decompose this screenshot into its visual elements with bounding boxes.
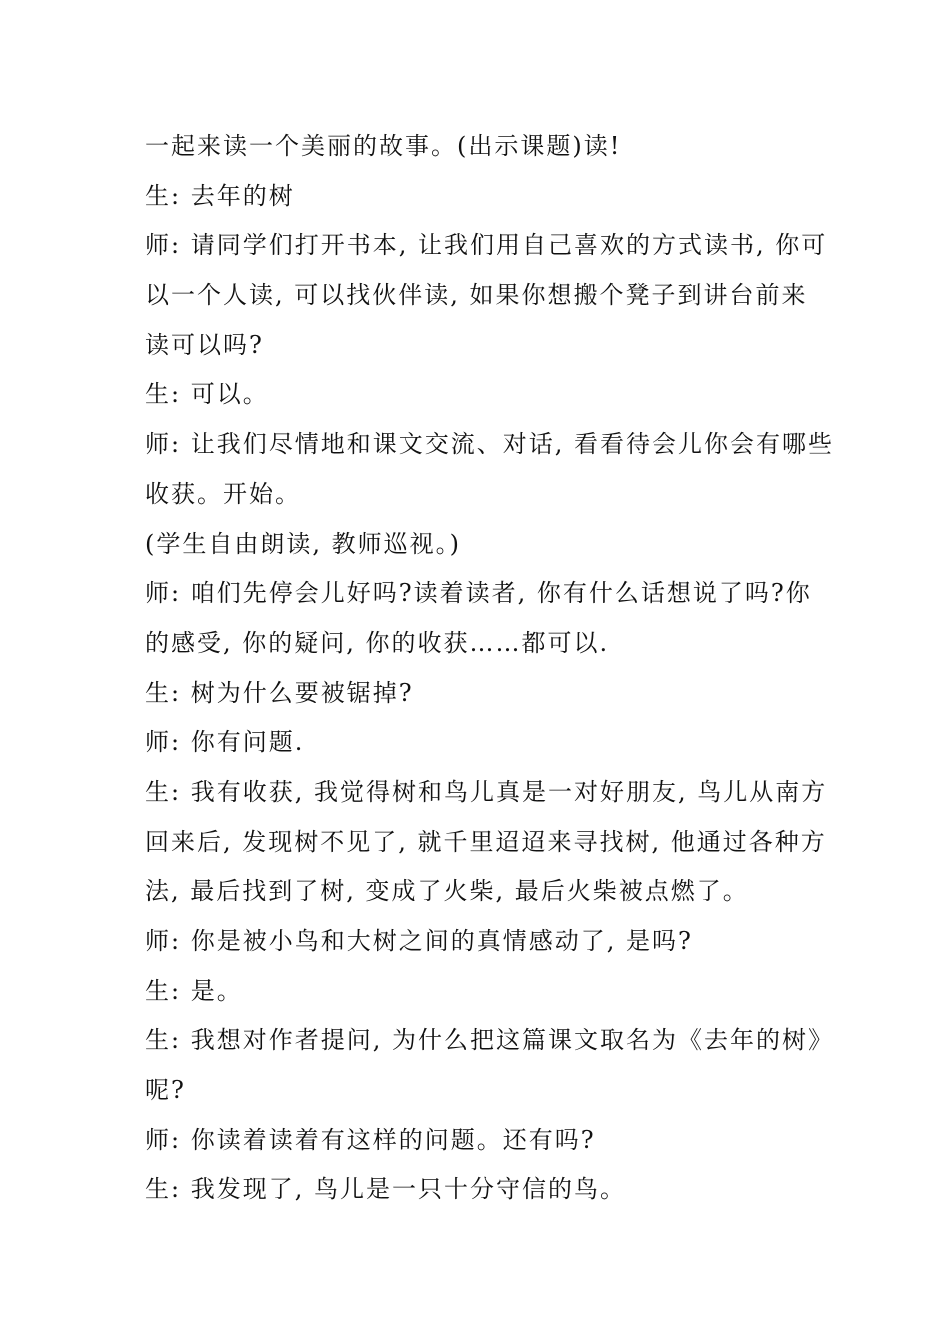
text-line: 呢?	[145, 1076, 186, 1105]
text-line: 法, 最后找到了树, 变成了火柴, 最后火柴被点燃了。	[145, 877, 749, 906]
text-line: 以一个人读, 可以找伙伴读, 如果你想搬个凳子到讲台前来	[145, 281, 808, 310]
text-line: 回来后, 发现树不见了, 就千里迢迢来寻找树, 他通过各种方	[145, 827, 827, 856]
document-body	[145, 122, 834, 1215]
text-line: 生: 去年的树	[145, 181, 295, 210]
text-line: 生: 我有收获, 我觉得树和鸟儿真是一对好朋友, 鸟儿从南方	[145, 777, 828, 806]
text-line: 师: 你是被小鸟和大树之间的真情感动了, 是吗?	[145, 927, 693, 955]
text-line: 生: 我想对作者提问, 为什么把这篇课文取名为《去年的树》	[145, 1026, 834, 1055]
text-line: 生: 树为什么要被锯掉?	[145, 678, 414, 707]
text-line: 一起来读一个美丽的故事。(出示课题)读!	[145, 132, 622, 160]
text-line: 师: 让我们尽情地和课文交流、对话, 看看待会儿你会有哪些	[145, 430, 834, 459]
text-line: 生: 是。	[145, 976, 243, 1005]
text-line: 生: 我发现了, 鸟儿是一只十分守信的鸟。	[145, 1175, 626, 1204]
text-line: 师: 请同学们打开书本, 让我们用自己喜欢的方式读书, 你可	[145, 231, 828, 260]
text-line: 师: 你有问题.	[145, 728, 305, 757]
text-line: (学生自由朗读, 教师巡视。)	[145, 529, 461, 558]
text-line: 读可以吗?	[145, 330, 264, 359]
text-line: 师: 你读着读着有这样的问题。还有吗?	[145, 1125, 596, 1154]
text-line: 师: 咱们先停会儿好吗?读着读者, 你有什么话想说了吗?你	[145, 579, 812, 608]
text-line: 收获。开始。	[145, 479, 301, 508]
text-line: 生: 可以。	[145, 380, 269, 409]
text-line: 的感受, 你的疑问, 你的收获……都可以.	[145, 628, 610, 657]
